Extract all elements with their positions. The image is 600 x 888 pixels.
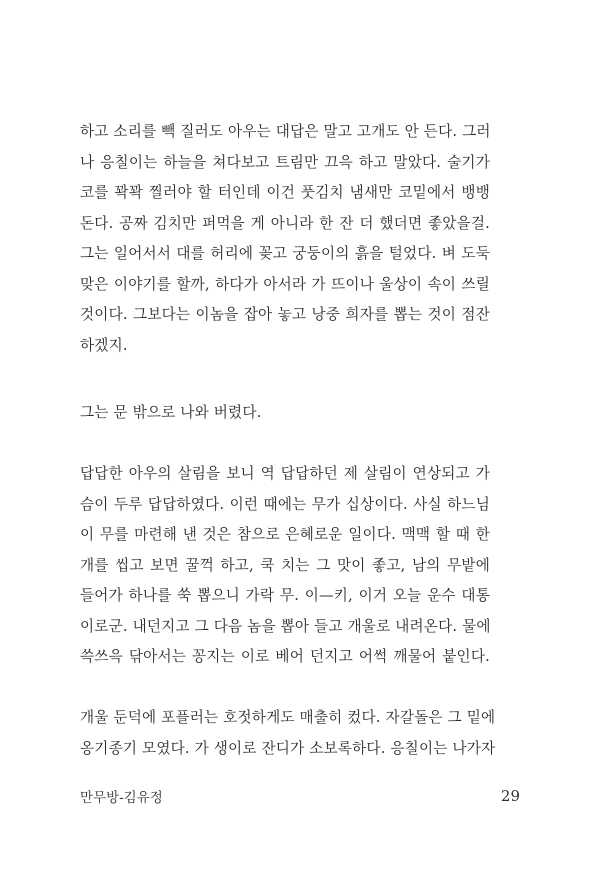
text-line: 그는 문 밖으로 나와 버렸다. (80, 404, 262, 421)
text-line: 이로군. 내던지고 그 다음 놈을 뽑아 들고 개울로 내려온다. 물에 (80, 617, 491, 635)
text-line: 개를 씹고 보면 꿀꺽 하고, 쿡 치는 그 맛이 좋고, 남의 무밭에 (80, 556, 490, 574)
footer-title: 만무방-김유정 (80, 790, 163, 806)
text-line: 슴이 두루 답답하였다. 이런 때에는 무가 십상이다. 사실 하느님 (80, 495, 490, 513)
text-line: 것이다. 그보다는 이놈을 잡아 놓고 낭중 희자를 뽑는 것이 점잔 (80, 306, 490, 323)
paragraph-2 (80, 398, 490, 429)
text-line: 하겠지. (80, 336, 128, 354)
text-line: 답답한 아우의 살림을 보니 역 답답하던 제 살림이 연상되고 가 (80, 465, 490, 482)
text-line: 옹기종기 모였다. 가 생이로 잔디가 소보록하다. 응칠이는 나가자 (80, 739, 496, 757)
text-line: 이 무를 마련해 낸 것은 참으로 은혜로운 일이다. 맥맥 할 때 한 (80, 526, 490, 543)
text-line: 맞은 이야기를 할까, 하다가 아서라 가 뜨이나 울상이 속이 쓰릴 (80, 275, 490, 293)
text-line: 들어가 하나를 쑥 뽑으니 가락 무. 이—키, 이거 오늘 운수 대통 (80, 587, 490, 604)
paragraph-1 (80, 117, 490, 361)
text-line: 그는 일어서서 대를 허리에 꽂고 궁둥이의 흙을 털었다. 벼 도둑 (80, 245, 490, 262)
text-line: 개울 둔덕에 포플러는 호젓하게도 매출히 컸다. 자갈돌은 그 밑에 (80, 709, 496, 726)
text-line: 쓱쓰윽 닦아서는 꽁지는 이로 베어 던지고 어썩 깨물어 붙인다. (80, 648, 490, 665)
text-line: 코를 꽉꽉 찔러야 할 터인데 이건 풋김치 냄새만 코밑에서 뱅뱅 (80, 184, 490, 201)
paragraph-3 (80, 459, 490, 673)
text-line: 나 응칠이는 하늘을 쳐다보고 트림만 끄윽 하고 말았다. 술기가 (80, 153, 490, 171)
page-number: 29 (500, 787, 520, 805)
text-line: 하고 소리를 빽 질러도 아우는 대답은 말고 고개도 안 든다. 그러 (80, 123, 491, 140)
paragraph-4 (80, 703, 496, 764)
text-line: 돈다. 공짜 김치만 퍼먹을 게 아니라 한 잔 더 했더면 좋았을걸. (80, 214, 490, 232)
